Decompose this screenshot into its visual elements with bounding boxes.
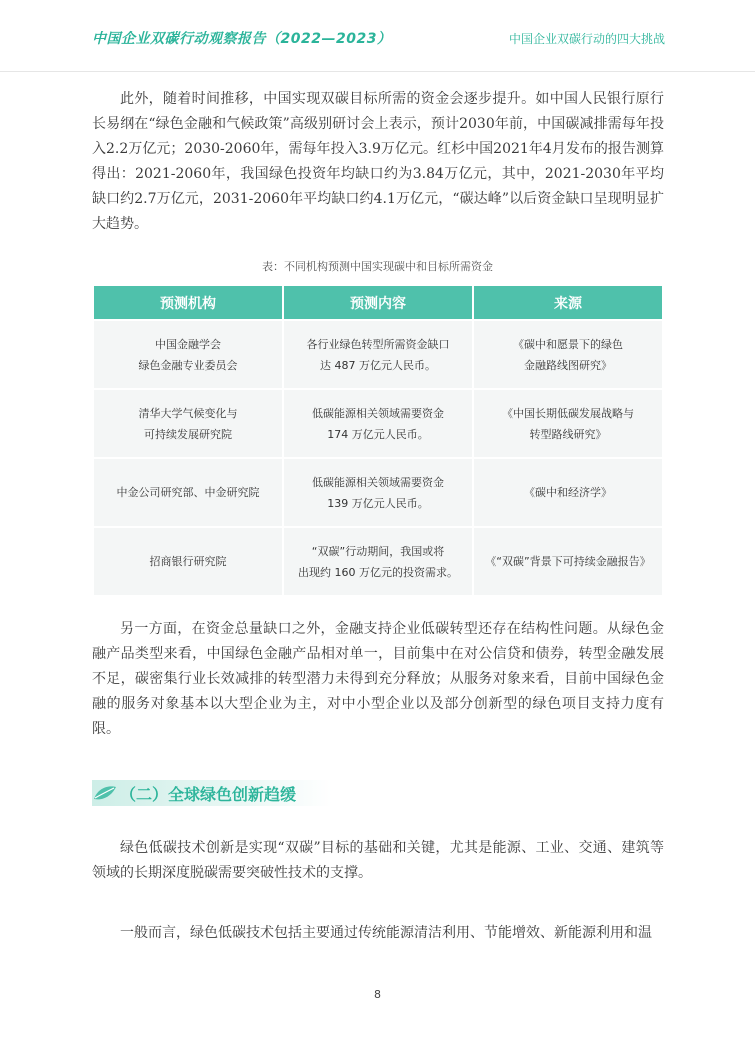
table-row [94,321,662,388]
cell-line: 出现约 160 万亿元的投资需求。 [298,565,458,579]
table-cell-source [474,528,662,595]
paragraph-technology-types: 一般而言，绿色低碳技术包括主要通过传统能源清洁利用、节能增效、新能源利用和温 [120,925,652,941]
section-heading [92,780,332,806]
cell-line: 139 万亿元人民币。 [327,496,429,510]
table-cell-source [474,321,662,388]
column-header-source: 来源 [474,286,662,319]
table-header-row [94,286,662,319]
table-cell-org [94,459,282,526]
table-cell-org [94,528,282,595]
cell-line: 中金公司研究部、中金研究院 [116,486,260,499]
cell-line: 金融路线图研究》 [524,358,612,372]
cell-line: 《碳中和经济学》 [524,486,612,499]
leaf-icon [92,783,118,803]
table-body [94,321,662,595]
paragraph-structural-issues: 另一方面，在资金总量缺口之外，金融支持企业低碳转型还存在结构性问题。从绿色金融产品类型来看，中国绿色金融产品相对单一，目前集中在对公信贷和债券，转型金融发展不足，碳密集行业长效减排的转型潜力未得到充分释放；从服务对象来看，目前中国绿色金融的服务对象基本以大型企业为主，对中小型企业以及部分创新型的绿色项目支持力度有限。 [92,621,664,737]
cell-line: 招商银行研究院 [149,555,227,568]
cell-line: 《中国长期低碳发展战略与 [502,406,634,420]
table-cell-org [94,390,282,457]
table-cell-source [474,459,662,526]
cell-line: 达 487 万亿元人民币。 [320,358,436,372]
chapter-title: 中国企业双碳行动的四大挑战 [508,32,665,46]
report-title: 中国企业双碳行动观察报告（2022—2023） [92,31,392,47]
cell-line: 各行业绿色转型所需资金缺口 [306,337,450,351]
page-number: 8 [374,988,381,1001]
cell-line: 《“双碳”背景下可持续金融报告》 [485,555,651,568]
cell-line: 绿色金融专业委员会 [138,358,238,372]
cell-line: 转型路线研究》 [529,427,607,441]
cell-line: 清华大学气候变化与 [138,406,238,420]
table-row [94,528,662,595]
table-row [94,459,662,526]
table-cell-content [284,459,472,526]
cell-line: “双碳”行动期间，我国或将 [311,544,445,558]
section-title: （二）全球绿色创新趋缓 [120,785,297,804]
cell-line: 《碳中和愿景下的绿色 [513,337,623,351]
funding-forecast-table [92,284,664,597]
paragraph-funding-growth: 此外，随着时间推移，中国实现双碳目标所需的资金会逐步提升。如中国人民银行原行长易纲在“绿色金融和气候政策”高级别研讨会上表示，预计2030年前，中国碳减排需每年投入2.2万亿元；2030-2060年，需每年投入3.9万亿元。红杉中国2021年4月发布的报告测算得出：2021-2060年，我国绿色投资年均缺口约为3.84万亿元，其中，2021-2030年平均缺口约2.7万亿元，2031-2060年平均缺口约4.1万亿元，“碳达峰”以后资金缺口呈现明显扩大趋势。 [92,91,664,232]
cell-line: 可持续发展研究院 [144,427,232,441]
table-cell-content [284,321,472,388]
table-cell-content [284,528,472,595]
table-row [94,390,662,457]
table-cell-content [284,390,472,457]
paragraph-innovation-intro: 绿色低碳技术创新是实现“双碳”目标的基础和关键，尤其是能源、工业、交通、建筑等领域的长期深度脱碳需要突破性技术的支撑。 [92,840,664,881]
column-header-content: 预测内容 [284,286,472,319]
cell-line: 低碳能源相关领域需要资金 [312,406,444,420]
page-header [0,0,755,72]
table-cell-source [474,390,662,457]
table-caption: 表：不同机构预测中国实现碳中和目标所需资金 [262,260,493,273]
table-cell-org [94,321,282,388]
column-header-org: 预测机构 [94,286,282,319]
cell-line: 174 万亿元人民币。 [327,427,429,441]
cell-line: 低碳能源相关领域需要资金 [312,475,444,489]
cell-line: 中国金融学会 [155,337,221,351]
